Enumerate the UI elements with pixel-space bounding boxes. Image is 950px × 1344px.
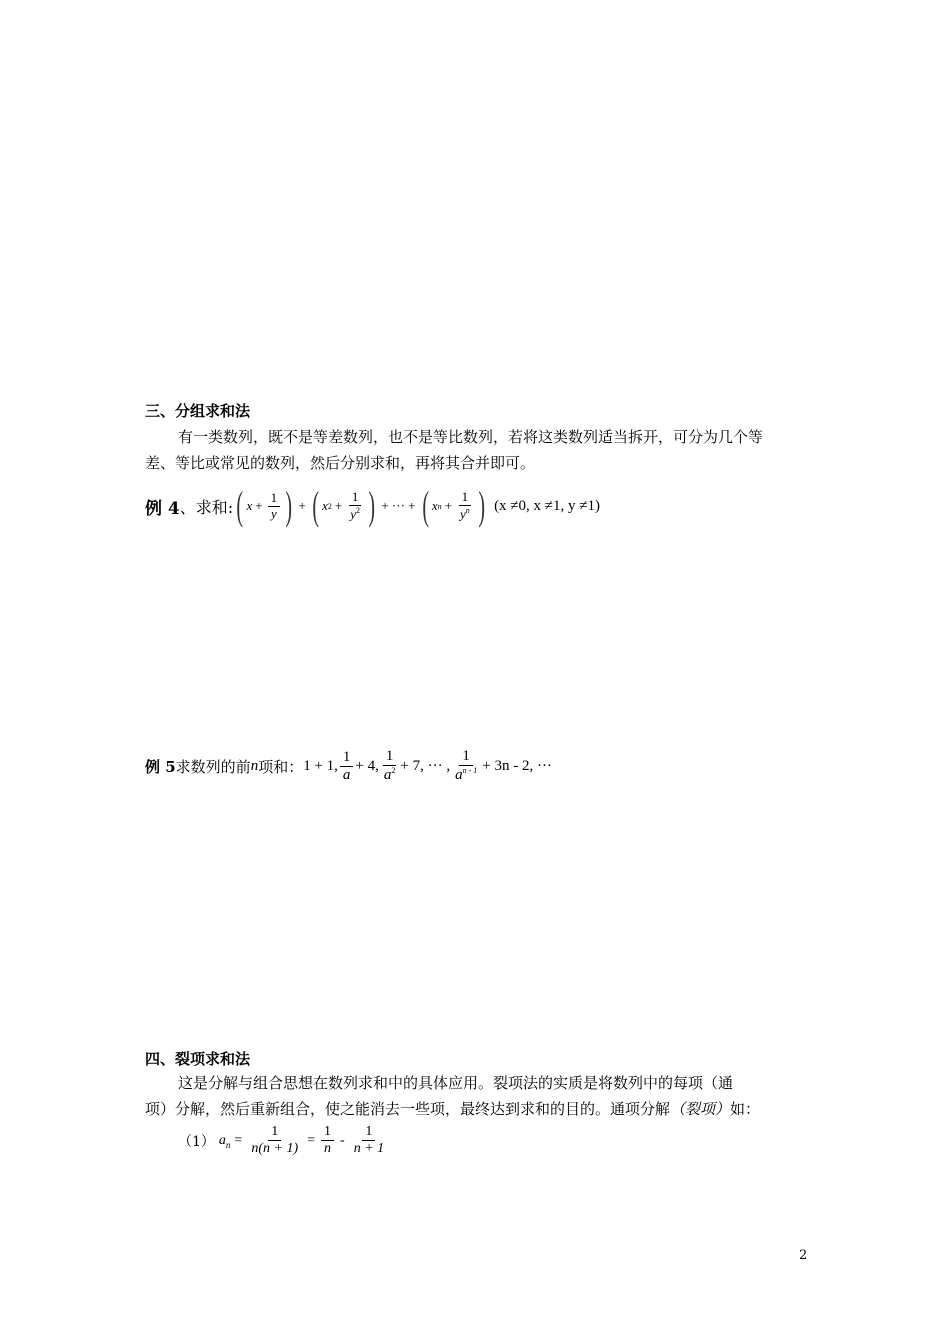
fraction-1-over-an-1: $\frac{1}{a^{n - 1}}$	[455, 748, 478, 784]
term2-x: x	[322, 498, 328, 513]
section3-paragraph-line2: 差、等比或常见的数列，然后分别求和，再将其合并即可。	[145, 454, 536, 472]
example-4	[145, 483, 600, 528]
fraction-1-over-n: $\frac{1}{n}$	[321, 1124, 334, 1157]
plus: +	[255, 498, 263, 513]
example-5-sequence: 1 + 1, $\frac{1}{a}$ + 4, $\frac{1}{a^2}$ + 7, ··· , $\frac{1}{a^{n - 1}}$ + 3n - 2, ···	[303, 748, 552, 784]
section-heading-grouping: 三、分组求和法	[145, 402, 251, 420]
example-4-label: 例 4	[145, 498, 180, 519]
page-number: 2	[799, 1248, 808, 1263]
fraction-1-over-y2: $\frac{1}{y^2}$	[350, 488, 361, 522]
fraction-1-over-n-plus-1: $\frac{1}{n + 1}$	[353, 1124, 385, 1157]
fraction-1-over-yn: $\frac{1}{y^n}$	[459, 488, 470, 522]
condition: (x ≠0, x ≠1, y ≠1)	[494, 497, 600, 514]
plus: +	[298, 498, 306, 513]
section3-paragraph-line1: 有一类数列，既不是等差数列，也不是等比数列，若将这类数列适当拆开，可分为几个等	[178, 428, 764, 446]
section4-paragraph-line2: 项）分解，然后重新组合，使之能消去一些项，最终达到求和的目的。通项分解（裂项）如：	[145, 1100, 761, 1118]
formula-1: （1） a n = $\frac{1}{n(n + 1)}$ = $\frac{1}{n}$ - $\frac{1}{n + 1}$	[178, 1124, 389, 1157]
fraction-1-over-y: $\frac{1}{y}$	[268, 491, 281, 522]
ellipsis-plus: + ··· +	[381, 498, 416, 513]
fraction-1-over-n-n-plus-1: $\frac{1}{n(n + 1)}$	[251, 1124, 299, 1157]
example-4-formula: ( x + $\frac{1}{y}$ ) + ( x 2 + $\frac{1}{y^2}$ ) + ··· + ( x n + $\frac{1}{y^n}$ ) (x ≠0, x ≠1, y ≠1)	[236, 483, 600, 528]
variable-n: n	[250, 757, 259, 774]
section4-paragraph-line1: 这是分解与组合思想在数列求和中的具体应用。裂项法的实质是将数列中的每项（通	[178, 1074, 734, 1092]
term1-x: x	[246, 498, 253, 513]
plus: +	[334, 498, 343, 513]
example-5	[145, 748, 552, 785]
example-5-text2: 项和：	[258, 757, 304, 776]
plus: +	[444, 498, 452, 513]
example-5-label: 例 5	[145, 757, 176, 776]
a-n: a	[218, 1132, 226, 1148]
item-label: （1）	[178, 1133, 215, 1150]
example-5-text: 求数列的前	[175, 757, 251, 776]
example-4-prompt: 、求和:	[179, 497, 234, 517]
fraction-1-over-a2: $\frac{1}{a^2}$	[383, 748, 396, 784]
termn-x: x	[431, 498, 438, 513]
section-heading-split-term: 四、裂项求和法	[145, 1050, 251, 1068]
fraction-1-over-a: $\frac{1}{a}$	[340, 749, 354, 785]
